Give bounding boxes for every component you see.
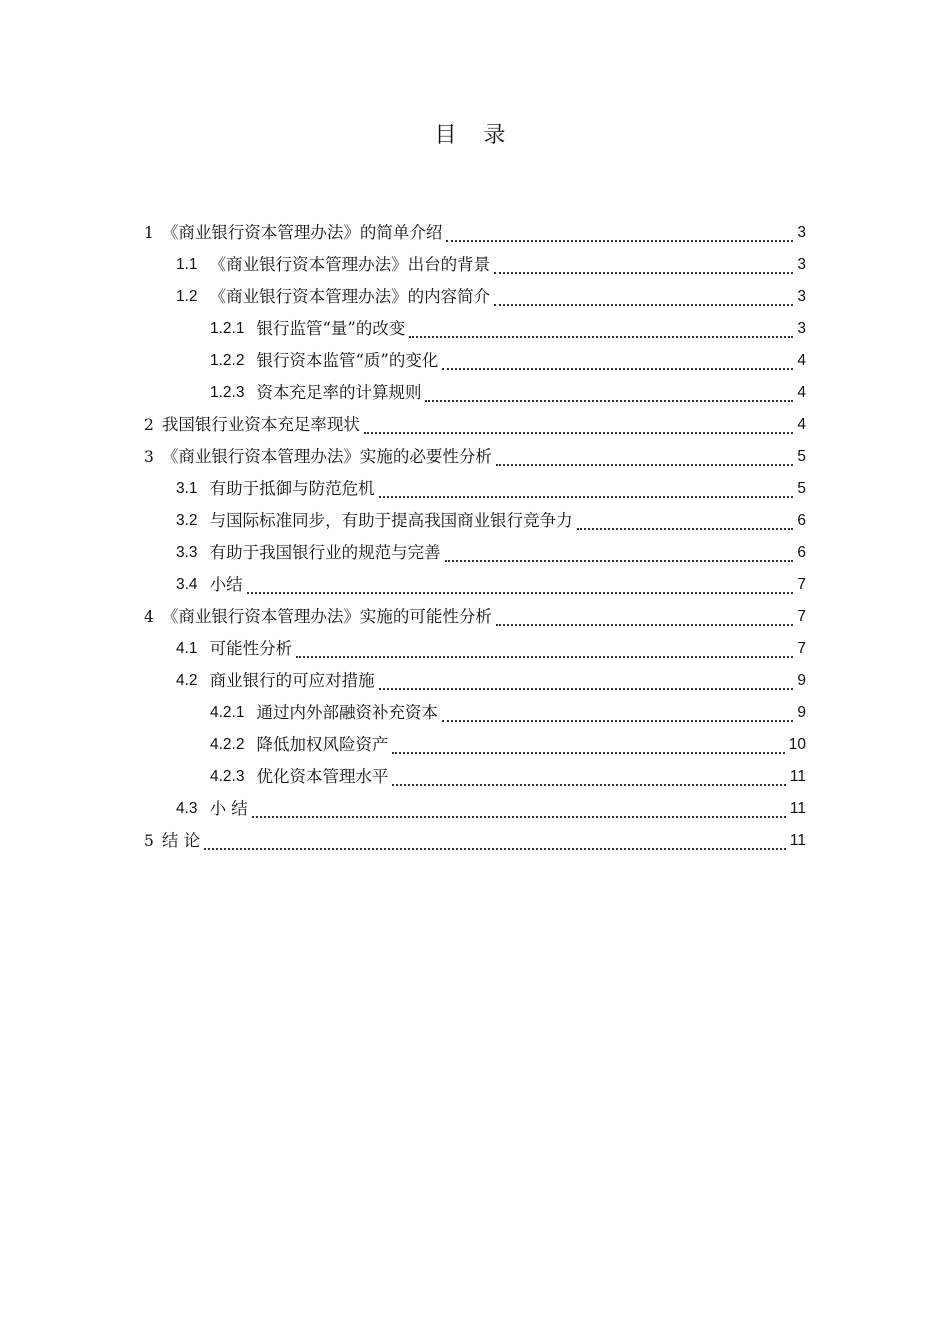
- toc-dot-leader: [446, 236, 793, 242]
- toc-entry-page-number: 10: [788, 736, 806, 753]
- toc-entry-title: 《商业银行资本管理办法》的简单介绍: [161, 223, 443, 242]
- toc-entry-page-number: 4: [797, 352, 806, 369]
- toc-entry-title: 小结: [209, 575, 243, 594]
- toc-dot-leader: [409, 332, 793, 338]
- toc-entry-page-number: 4: [797, 384, 806, 401]
- toc-entry[interactable]: [144, 601, 806, 633]
- toc-dot-leader: [392, 748, 784, 754]
- toc-entry-page-number: 11: [789, 768, 806, 785]
- toc-entry-page-number: 3: [797, 320, 806, 337]
- toc-dot-leader: [577, 524, 794, 530]
- toc-entry-number: 3.3: [176, 544, 198, 561]
- toc-entry-number: 4.2.2: [210, 736, 245, 753]
- toc-entry-number: 2: [144, 416, 154, 434]
- toc-entry-page-number: 4: [797, 416, 806, 433]
- toc-dot-leader: [204, 844, 786, 850]
- toc-entry-number: 4.3: [176, 800, 198, 817]
- toc-entry-title: 与国际标准同步，有助于提高我国商业银行竞争力: [209, 511, 573, 530]
- toc-entry[interactable]: [176, 665, 806, 697]
- toc-dot-leader: [494, 268, 793, 274]
- toc-entry-title: 《商业银行资本管理办法》出台的背景: [209, 255, 491, 274]
- toc-entry[interactable]: [176, 281, 806, 313]
- toc-entry-number: 1.2.3: [210, 384, 245, 401]
- toc-entry-title: 结 论: [161, 831, 201, 850]
- toc-entry-title: 有助于我国银行业的规范与完善: [209, 543, 441, 562]
- toc-dot-leader: [496, 620, 794, 626]
- toc-entry-title: 有助于抵御与防范危机: [209, 479, 375, 498]
- toc-entry-title: 银行资本监管“质”的变化: [256, 351, 439, 370]
- toc-entry[interactable]: [176, 633, 806, 665]
- toc-entry-page-number: 5: [797, 480, 806, 497]
- toc-entry-page-number: 3: [797, 288, 806, 305]
- toc-entry-page-number: 3: [797, 224, 806, 241]
- toc-entry-title: 商业银行的可应对措施: [209, 671, 375, 690]
- toc-entry[interactable]: [210, 377, 806, 409]
- toc-entry-title: 可能性分析: [209, 639, 293, 658]
- toc-dot-leader: [247, 588, 794, 594]
- toc-entry-number: 4.2.3: [210, 768, 245, 785]
- toc-entry[interactable]: [210, 761, 806, 793]
- toc-entry-page-number: 9: [797, 672, 806, 689]
- toc-dot-leader: [379, 684, 794, 690]
- toc-entry-page-number: 6: [797, 544, 806, 561]
- toc-entry-title: 银行监管“量”的改变: [256, 319, 406, 338]
- toc-entry-page-number: 9: [797, 704, 806, 721]
- toc-entry[interactable]: [176, 249, 806, 281]
- toc-entry[interactable]: [210, 729, 806, 761]
- toc-entry-page-number: 7: [797, 608, 806, 625]
- toc-dot-leader: [494, 300, 793, 306]
- toc-dot-leader: [442, 716, 793, 722]
- toc-entry[interactable]: [176, 537, 806, 569]
- toc-entry-number: 1.1: [176, 256, 198, 273]
- toc-dot-leader: [445, 556, 794, 562]
- toc-entry-page-number: 11: [789, 832, 806, 849]
- toc-dot-leader: [364, 428, 794, 434]
- toc-entry-number: 3.4: [176, 576, 198, 593]
- toc-entry[interactable]: [144, 409, 806, 441]
- toc-title: 目 录: [434, 123, 516, 148]
- toc-entry-page-number: 5: [797, 448, 806, 465]
- toc-entry-title: 优化资本管理水平: [256, 767, 389, 786]
- toc-entry[interactable]: [176, 505, 806, 537]
- toc-entry-title: 通过内外部融资补充资本: [256, 703, 438, 722]
- toc-entry-title: 降低加权风险资产: [256, 735, 389, 754]
- toc-entry-number: 3.2: [176, 512, 198, 529]
- toc-entry-page-number: 11: [789, 800, 806, 817]
- toc-entry[interactable]: [210, 697, 806, 729]
- toc-entry-number: 1.2.1: [210, 320, 245, 337]
- toc-dot-leader: [252, 812, 786, 818]
- toc-entry-number: 1: [144, 224, 154, 242]
- toc-entry[interactable]: [210, 313, 806, 345]
- toc-entry-title: 《商业银行资本管理办法》的内容简介: [209, 287, 491, 306]
- toc-entry-number: 4.1: [176, 640, 198, 657]
- toc-dot-leader: [425, 396, 793, 402]
- toc-entry-page-number: 7: [797, 640, 806, 657]
- toc-dot-leader: [496, 460, 794, 466]
- toc-dot-leader: [379, 492, 794, 498]
- toc-entry-title: 资本充足率的计算规则: [256, 383, 422, 402]
- toc-entry[interactable]: [144, 217, 806, 249]
- toc-dot-leader: [392, 780, 785, 786]
- toc-entry-page-number: 6: [797, 512, 806, 529]
- toc-entry-page-number: 3: [797, 256, 806, 273]
- toc-entry-number: 3.1: [176, 480, 198, 497]
- toc-entry-title: 小 结: [209, 799, 248, 818]
- toc-entry-number: 5: [144, 832, 154, 850]
- toc-entry[interactable]: [176, 793, 806, 825]
- toc-entry-title: 《商业银行资本管理办法》实施的必要性分析: [161, 447, 492, 466]
- toc-entry[interactable]: [144, 441, 806, 473]
- toc-entry-number: 4.2: [176, 672, 198, 689]
- toc-dot-leader: [296, 652, 793, 658]
- toc-dot-leader: [442, 364, 793, 370]
- toc-entry-number: 1.2.2: [210, 352, 245, 369]
- toc-entry[interactable]: [144, 825, 806, 857]
- toc-entry-page-number: 7: [797, 576, 806, 593]
- toc-entry-title: 我国银行业资本充足率现状: [161, 415, 360, 434]
- toc-entry[interactable]: [176, 473, 806, 505]
- toc-entry-number: 3: [144, 448, 154, 466]
- toc-entry-number: 4.2.1: [210, 704, 245, 721]
- toc-entry-number: 1.2: [176, 288, 198, 305]
- toc-entry[interactable]: [176, 569, 806, 601]
- toc-entry-number: 4: [144, 608, 154, 626]
- toc-entry[interactable]: [210, 345, 806, 377]
- toc-entry-title: 《商业银行资本管理办法》实施的可能性分析: [161, 607, 492, 626]
